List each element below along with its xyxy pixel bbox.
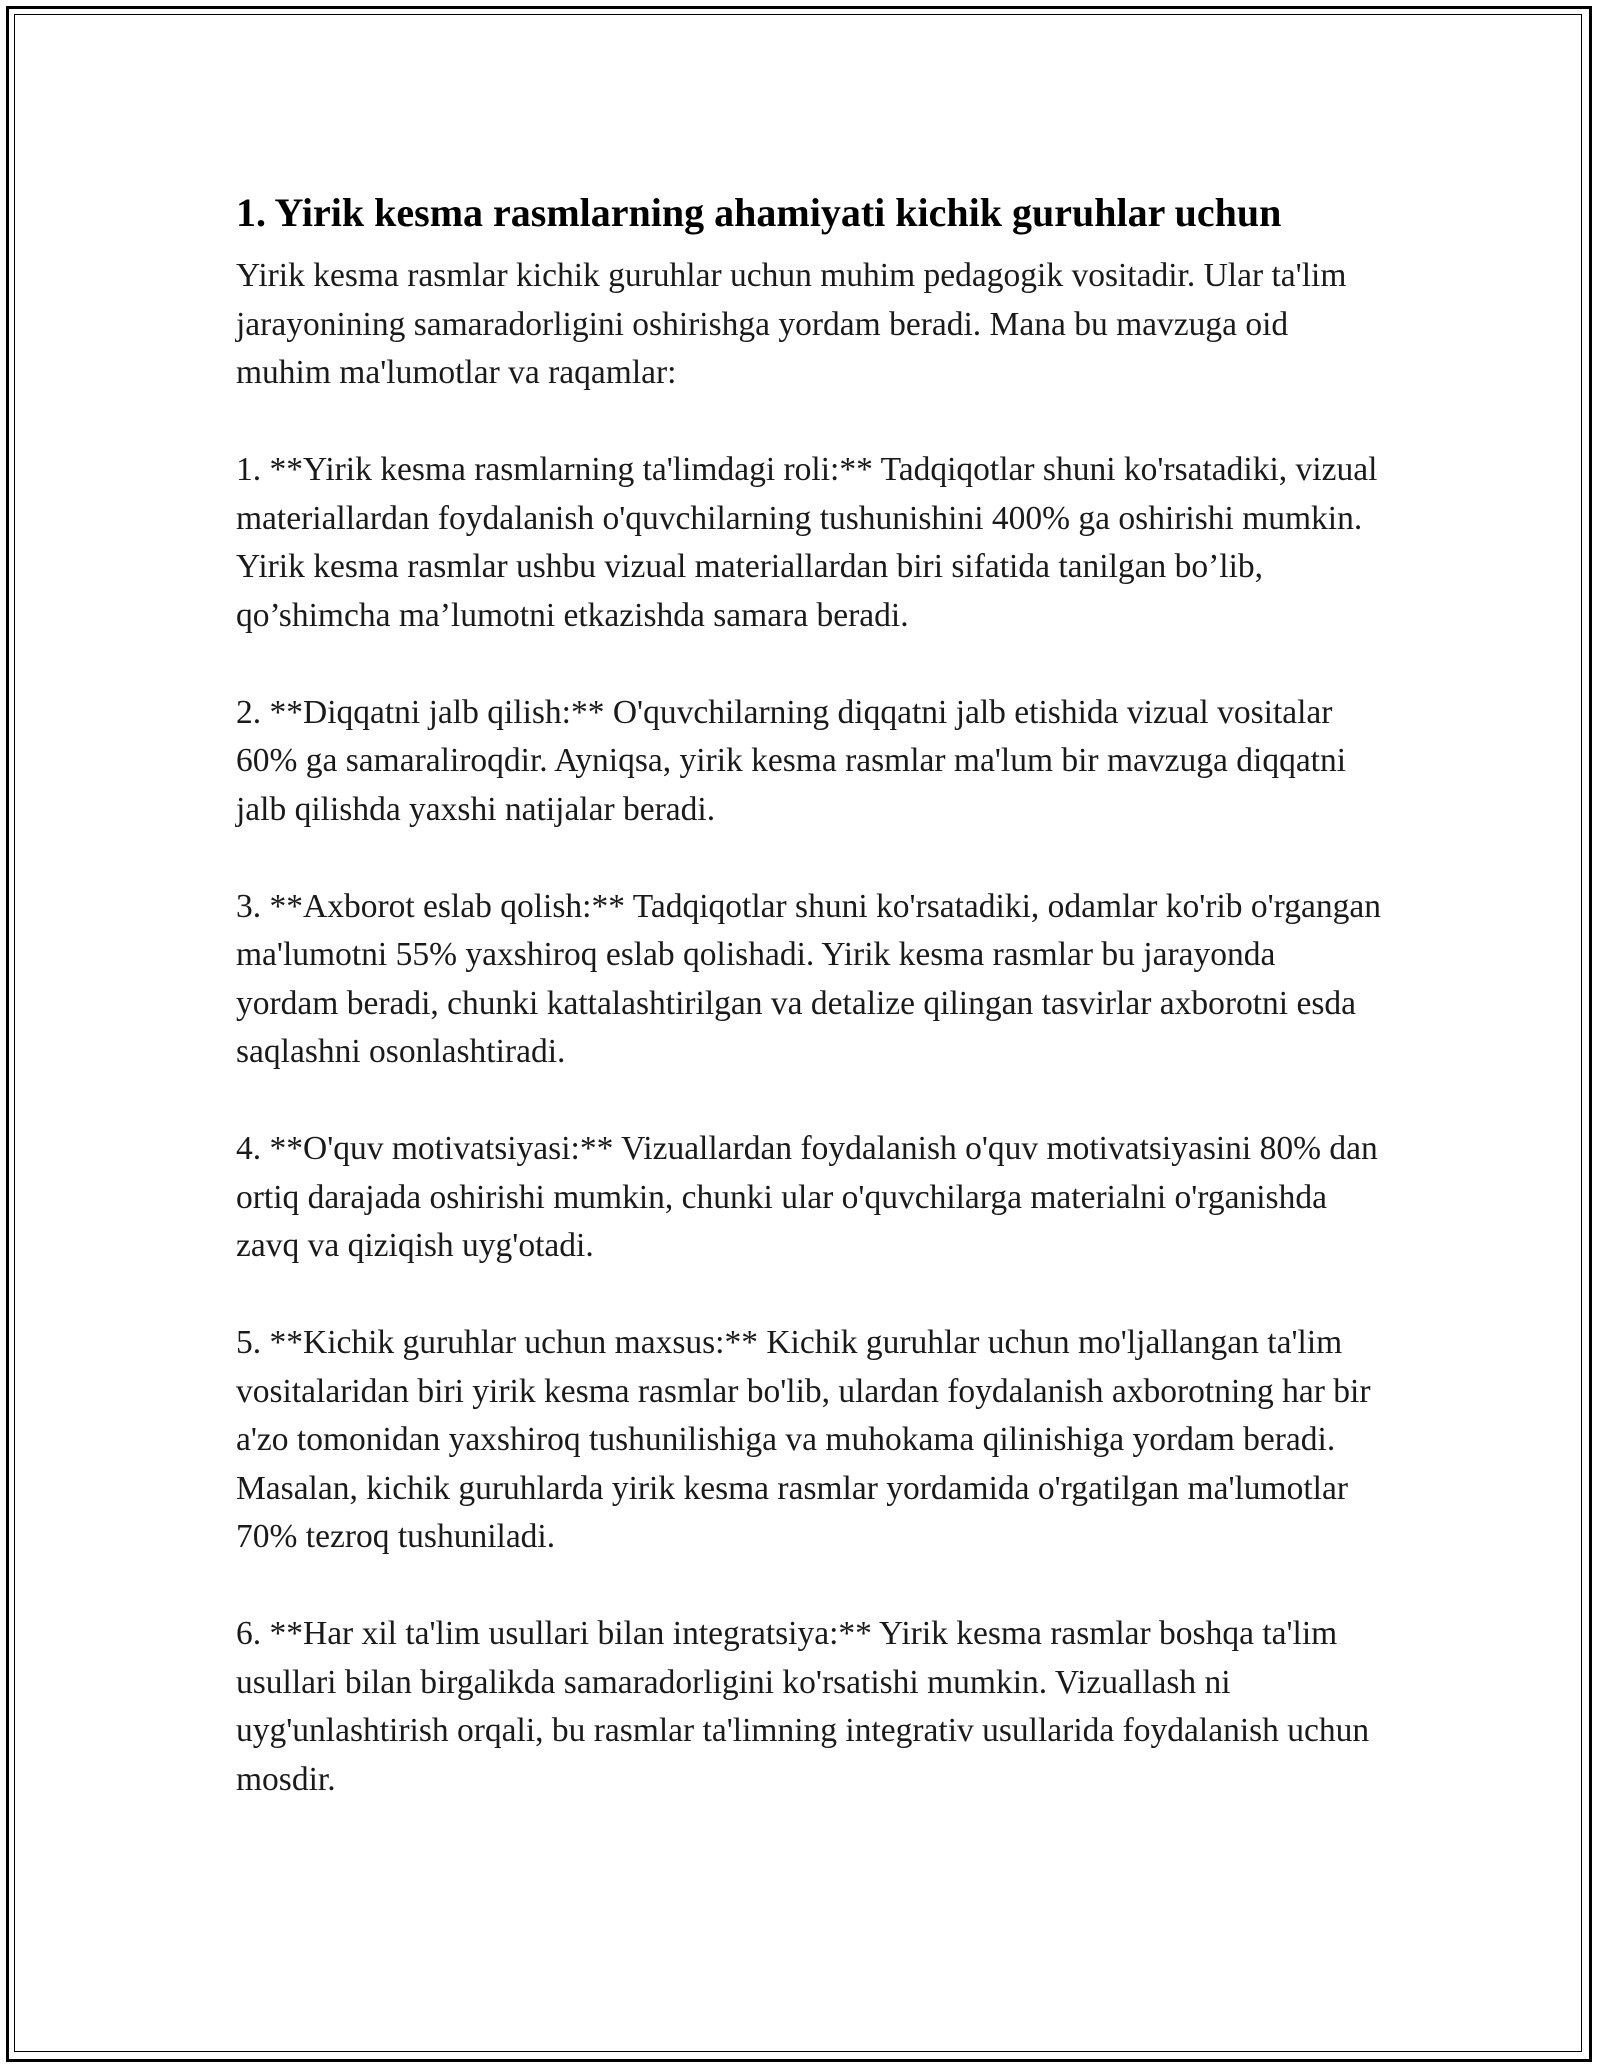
paragraph-item-2: 2. **Diqqatni jalb qilish:** O'quvchilarning diqqatni jalb etishida vizual vositalar 60% ga samaraliroqdir. Ayniqsa, yirik kesma rasmlar ma'lum bir mavzuga diqqatni jalb qilishda yaxshi natijalar beradi.: [236, 693, 1347, 828]
document-title: 1. Yirik kesma rasmlarning ahamiyati kichik guruhlar uchun: [236, 190, 1282, 235]
document-body: [236, 188, 1386, 1804]
paragraph-item-1: 1. **Yirik kesma rasmlarning ta'limdagi roli:** Tadqiqotlar shuni ko'rsatadiki, vizual materiallardan foydalanish o'quvchilarning tushunishini 400% ga oshirishi mumkin. Yirik kesma rasmlar ushbu vizual materiallardan biri sifatida tanilgan bo’lib, qo’shimcha ma’lumotni etkazishda samara beradi.: [236, 451, 1378, 634]
paragraph-item-6: 6. **Har xil ta'lim usullari bilan integratsiya:** Yirik kesma rasmlar boshqa ta'lim usullari bilan birgalikda samaradorligini ko'rsatishi mumkin. Vizuallash ni uyg'unlashtirish orqali, bu rasmlar ta'limning integrativ usullarida foydalanish uchun mosdir.: [236, 1615, 1370, 1798]
paragraph-item-3: 3. **Axborot eslab qolish:** Tadqiqotlar shuni ko'rsatadiki, odamlar ko'rib o'rgangan ma'lumotni 55% yaxshiroq eslab qolishadi. Yirik kesma rasmlar bu jarayonda yordam beradi, chunki kattalashtirilgan va detalize qilingan tasvirlar axborotni esda saqlashni osonlashtiradi.: [236, 887, 1381, 1070]
paragraph-item-4: 4. **O'quv motivatsiyasi:** Vizuallardan foydalanish o'quv motivatsiyasini 80% dan ortiq darajada oshirishi mumkin, chunki ular o'quvchilarga materialni o'rganishda zavq va qiziqish uyg'otadi.: [236, 1130, 1378, 1264]
paragraph-intro: Yirik kesma rasmlar kichik guruhlar uchun muhim pedagogik vositadir. Ular ta'lim jarayonining samaradorligini oshirishga yordam beradi. Mana bu mavzuga oid muhim ma'lumotlar va raqamlar:: [236, 257, 1347, 391]
paragraph-item-5: 5. **Kichik guruhlar uchun maxsus:** Kichik guruhlar uchun mo'ljallangan ta'lim vositalaridan biri yirik kesma rasmlar bo'lib, ulardan foydalanish axborotning har bir a'zo tomonidan yaxshiroq tushunilishiga va muhokama qilinishiga yordam beradi. Masalan, kichik guruhlarda yirik kesma rasmlar yordamida o'rgatilgan ma'lumotlar 70% tezroq tushuniladi.: [236, 1324, 1371, 1555]
